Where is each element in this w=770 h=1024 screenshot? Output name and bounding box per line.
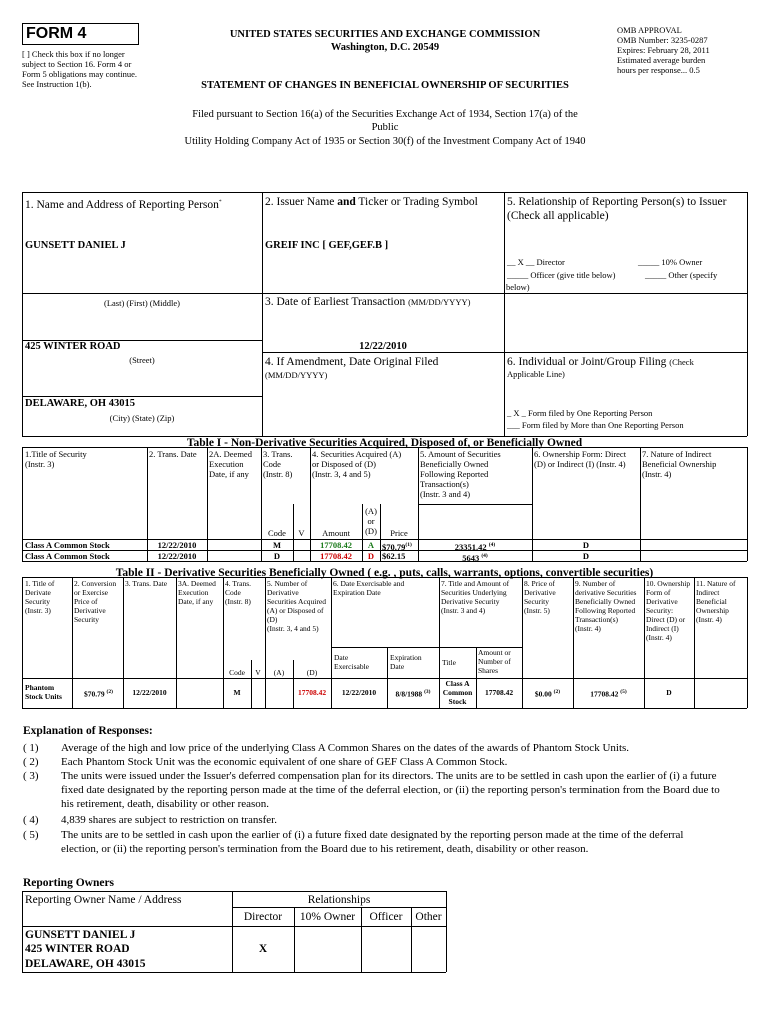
grid-line — [747, 577, 748, 708]
owners-col-director: Director — [243, 911, 283, 923]
reporting-person-name: GUNSETT DANIEL J — [25, 240, 126, 251]
omb-line: OMB Number: 3235-0287 — [617, 35, 708, 45]
t1-row-ad: D — [367, 551, 375, 561]
issuer-name: GREIF INC [ GEF,GEF.B ] — [265, 240, 389, 251]
grid-line — [640, 447, 641, 561]
t2-h-number: 5. Number of Derivative Securities Acquired (A) or Disposed of (D) (Instr. 3, 4 and 5) — [267, 579, 326, 633]
t1-h-ownership: 6. Ownership Form: Direct (D) or Indirect (I) (Instr. 4) — [534, 449, 627, 469]
grid-line — [22, 577, 23, 708]
t1-h-code: 3. Trans. Code (Instr. 8) — [263, 449, 293, 479]
footnote-link[interactable]: (2) — [553, 689, 561, 695]
t1-sub-amount: Amount — [322, 528, 350, 538]
omb-approval — [617, 25, 757, 75]
expiration-value: 8/8/1988 — [395, 689, 423, 699]
footnote-number: ( 5) — [23, 829, 39, 841]
t2-h-date: 3. Trans. Date — [125, 579, 168, 588]
price-value: $70.79 — [382, 541, 406, 552]
grid-line — [694, 577, 695, 708]
t2-sub-amount: Amount or Number of Shares — [478, 648, 511, 675]
grid-line — [22, 192, 747, 193]
t2-row-code: M — [233, 688, 241, 697]
footnote-text: The units were issued under the Issuer's deferred compensation plan for its directors. The units are to be settled in cash upon the earlier of (i) a future fixed date designated by the reporting person made at the time of the deferral election, or (ii) the reporting person's termination from the Board due to his retirement, death, disability or other reason. — [61, 770, 720, 810]
grid-line — [22, 447, 23, 561]
owners-heading: Reporting Owners — [23, 877, 115, 889]
conv-value: $70.79 — [84, 689, 105, 699]
filed-pursuant-1: Filed pursuant to Section 16(a) of the Securities Exchange Act of 1934, Section 17(a) of the — [192, 109, 578, 120]
t2-row-price — [522, 688, 573, 699]
grid-line — [72, 577, 73, 708]
t1-row-owned — [418, 551, 532, 563]
grid-line — [265, 577, 266, 708]
t2-sub-d: (D) — [306, 668, 318, 677]
t2-row-expiration — [387, 688, 439, 699]
t1-row-date: 12/22/2010 — [157, 551, 197, 561]
t1-row-amount: 17708.42 — [320, 551, 352, 561]
agency-line-2: Washington, D.C. 20549 — [330, 42, 440, 53]
box5-below: below) — [506, 282, 530, 292]
owner-name: GUNSETT DANIEL J — [25, 929, 136, 941]
t2-h-deemed: 3A. Deemed Execution Date, if any — [178, 579, 216, 606]
owner-address-2: DELAWARE, OH 43015 — [25, 958, 146, 970]
t1-h-acquired: 4. Securities Acquired (A) or Disposed of (D) (Instr. 3, 4 and 5) — [312, 449, 402, 479]
explanation-item-5 — [23, 828, 723, 856]
earliest-transaction-date: 12/22/2010 — [359, 341, 407, 352]
grid-line — [446, 891, 447, 972]
grid-line — [22, 891, 23, 972]
single-filer-option[interactable]: _ X _ Form filed by One Reporting Person — [507, 408, 653, 418]
t2-h-price: 8. Price of Derivative Security (Instr. 5) — [524, 579, 556, 615]
grid-line — [22, 972, 446, 973]
owned-value: 23351.42 — [454, 541, 487, 552]
checkbox-note: [ ] Check this box if no longer subject to Section 16. Form 4 or Form 5 obligations may continue. See Instruction 1(b). — [22, 49, 137, 89]
t2-h-ownership: 10. Ownership Form of Derivative Security: Direct (D) or Indirect (I) (Instr. 4) — [646, 579, 691, 642]
officer-checkbox[interactable]: _____ Officer (give title below) — [507, 270, 616, 280]
t2-row-underlying-title: Class A Common Stock — [442, 679, 473, 706]
t2-sub-code: Code — [229, 668, 245, 677]
grid-line — [262, 192, 263, 436]
t1-row-date: 12/22/2010 — [157, 540, 197, 550]
ten-percent-owner-checkbox[interactable]: _____ 10% Owner — [638, 257, 703, 267]
t1-h-owned: 5. Amount of Securities Beneficially Owned Following Reported Transaction(s) (Instr. 3 and 4) — [420, 449, 501, 499]
grid-line — [504, 192, 505, 436]
grid-line — [418, 504, 532, 505]
owners-col-name: Reporting Owner Name / Address — [25, 894, 182, 906]
box6-label-small: (Check — [669, 357, 694, 367]
footnote-text: The units are to be settled in cash upon the earlier of (i) a future fixed date designated by the reporting person made at the time of the deferral election, or (ii) the reporting person's termination from the Board due to his retirement, death, disability or other reason. — [61, 829, 684, 855]
explanation-heading: Explanation of Responses: — [23, 725, 153, 737]
grid-line — [747, 192, 748, 436]
box4-label-small: (MM/DD/YYYY) — [265, 370, 328, 380]
t2-h-code: 4. Trans. Code (Instr. 8) — [225, 579, 252, 606]
owners-col-other: Other — [415, 911, 442, 923]
t2-row-conv — [84, 688, 113, 699]
owners-col-owner: 10% Owner — [299, 911, 356, 923]
grid-line — [232, 907, 446, 908]
grid-line — [22, 678, 747, 679]
t1-sub-price: Price — [390, 528, 408, 538]
box3-label-small: (MM/DD/YYYY) — [408, 297, 471, 307]
form-title-box — [22, 23, 139, 45]
price-value: $62.15 — [382, 551, 406, 561]
footnote-text: 4,839 shares are subject to restriction on transfer. — [61, 814, 277, 826]
t1-row-form: D — [582, 540, 590, 550]
footnote-text: Each Phantom Stock Unit was the economic equivalent of one share of GEF Class A Common Stock. — [61, 756, 508, 768]
grid-line — [22, 708, 747, 709]
t1-row-title: Class A Common Stock — [25, 551, 110, 561]
name-caption: (Last) (First) (Middle) — [103, 298, 180, 308]
box6-label-2: Applicable Line) — [507, 369, 565, 379]
owned-value: 17708.42 — [590, 689, 619, 699]
footnote-number: ( 3) — [23, 770, 39, 782]
t2-row-underlying-amount: 17708.42 — [484, 688, 514, 697]
grid-line — [22, 926, 446, 927]
grid-line — [22, 447, 747, 448]
price-value: $0.00 — [534, 689, 552, 699]
agency-line-1: UNITED STATES SECURITIES AND EXCHANGE COMMISSION — [229, 29, 541, 40]
box1-label-text: 1. Name and Address of Reporting Person — [25, 198, 219, 211]
box4-label: 4. If Amendment, Date Original Filed — [265, 356, 439, 368]
t1-row-price — [382, 551, 405, 561]
omb-line: Estimated average burden — [617, 55, 706, 65]
table1-title: Table I - Non-Derivative Securities Acquired, Disposed of, or Beneficially Owned — [186, 437, 583, 449]
grid-line — [22, 192, 23, 436]
t2-h-title: 1. Title of Derivate Security (Instr. 3) — [25, 579, 55, 615]
t2-h-nature: 11. Nature of Indirect Beneficial Ownership (Instr. 4) — [696, 579, 736, 624]
t2-sub-exercisable: Date Exercisable — [334, 653, 369, 671]
reporting-person-city: DELAWARE, OH 43015 — [25, 398, 135, 409]
footnote-link[interactable]: (4) — [481, 553, 488, 559]
t1-row-amount: 17708.42 — [320, 540, 352, 550]
footnote-link[interactable]: (1) — [405, 542, 412, 548]
t1-h-nature: 7. Nature of Indirect Beneficial Ownership (Instr. 4) — [642, 449, 717, 479]
box5-label: 5. Relationship of Reporting Person(s) to Issuer — [507, 196, 727, 208]
explanation-item-4 — [23, 813, 713, 827]
t1-row-form: D — [582, 551, 590, 561]
t1-sub-v: V — [298, 528, 305, 538]
t2-h-exercisable: 6. Date Exercisable and Expiration Date — [333, 579, 405, 597]
t2-sub-a: (A) — [273, 668, 285, 677]
t1-row-code: M — [272, 540, 282, 550]
footnote-link[interactable]: (4) — [488, 542, 496, 548]
t1-sub-ad: (A) or (D) — [365, 506, 377, 536]
box3-label — [265, 295, 470, 309]
owner-address-1: 425 WINTER ROAD — [25, 943, 130, 955]
t1-h-title: 1.Title of Security (Instr. 3) — [25, 449, 87, 469]
t2-row-form: D — [666, 688, 672, 697]
grid-line — [387, 647, 388, 708]
street-caption: (Street) — [129, 355, 155, 365]
footnote-link[interactable]: (3) — [424, 689, 431, 695]
explanation-item-2 — [23, 755, 713, 769]
grid-line — [22, 293, 262, 294]
footnote-number: ( 1) — [23, 742, 39, 754]
box2-label-a: 2. Issuer Name — [265, 196, 338, 208]
omb-line: hours per response... 0.5 — [617, 65, 700, 75]
footnote-number: ( 4) — [23, 814, 39, 826]
grid-line — [476, 647, 477, 708]
box1-label — [25, 195, 222, 212]
grid-line — [22, 396, 262, 397]
box2-label — [265, 195, 478, 209]
t2-row-owned — [573, 688, 644, 699]
omb-line: OMB APPROVAL — [617, 25, 682, 35]
city-caption: (City) (State) (Zip) — [109, 413, 175, 423]
t1-row-code: D — [273, 551, 281, 561]
t1-sub-code: Code — [268, 528, 286, 538]
explanation-item-1 — [23, 741, 713, 755]
footnote-link[interactable]: (5) — [620, 689, 627, 695]
box3-label-text: 3. Date of Earliest Transaction — [265, 296, 406, 308]
footnote-text: Average of the high and low price of the underlying Class A Common Shares on the dates of the awards of Phantom Stock Units. — [61, 742, 630, 754]
t2-sub-expiration: Expiration Date — [390, 653, 422, 671]
box6-label-text: 6. Individual or Joint/Group Filing — [507, 356, 667, 368]
box2-label-c: Ticker or Trading Symbol — [355, 196, 478, 208]
t2-h-underlying: 7. Title and Amount of Securities Underlying Derivative Security (Instr. 3 and 4) — [441, 579, 510, 615]
t1-h-deemed: 2A. Deemed Execution Date, if any — [209, 449, 252, 479]
grid-line — [747, 447, 748, 561]
table2-title: Table II - Derivative Securities Beneficially Owned ( e.g. , puts, calls, warrants, options, convertible securities) — [115, 567, 654, 579]
explanation-item-3 — [23, 769, 735, 811]
group-filer-option[interactable]: ___ Form filed by More than One Reporting Person — [507, 420, 684, 430]
grid-line — [22, 561, 747, 562]
statement-title: STATEMENT OF CHANGES IN BENEFICIAL OWNERSHIP OF SECURITIES — [201, 80, 569, 91]
box1-mark: * — [218, 199, 222, 205]
t2-sub-v: V — [255, 668, 261, 677]
filed-pursuant-3: Utility Holding Company Act of 1935 or Section 30(f) of the Investment Company Act of 1940 — [184, 136, 586, 147]
t1-row-title: Class A Common Stock — [25, 540, 110, 550]
t2-row-exercisable: 12/22/2010 — [341, 688, 377, 697]
box5-label-2: (Check all applicable) — [507, 210, 609, 222]
director-checkbox[interactable]: __ X __ Director — [507, 257, 565, 267]
t2-row-date: 12/22/2010 — [132, 688, 167, 697]
t2-row-title: Phantom Stock Units — [25, 683, 62, 701]
form-title: FORM 4 — [26, 25, 87, 42]
box2-label-b: and — [337, 196, 356, 208]
filed-pursuant-2: Public — [371, 122, 399, 133]
footnote-link[interactable]: (2) — [106, 689, 113, 695]
grid-line — [22, 891, 446, 892]
t2-row-disposed: 17708.42 — [297, 688, 327, 697]
t2-h-conv: 2. Conversion or Exercise Price of Derivative Security — [74, 579, 117, 624]
footnote-number: ( 2) — [23, 756, 39, 768]
reporting-person-street: 425 WINTER ROAD — [25, 341, 121, 352]
box6-label — [507, 355, 694, 369]
t2-h-owned: 9. Number of derivative Securities Beneficially Owned Following Reported Transaction(s) (Instr. 4) — [575, 579, 637, 633]
grid-line — [22, 577, 747, 578]
grid-line — [207, 447, 208, 561]
other-checkbox[interactable]: _____ Other (specify — [645, 270, 718, 280]
owner-director-mark: X — [258, 943, 268, 955]
omb-line: Expires: February 28, 2011 — [617, 45, 710, 55]
t1-row-ad: A — [367, 540, 375, 550]
t2-sub-title: Title — [442, 658, 456, 667]
owners-col-officer: Officer — [369, 911, 403, 923]
owned-value: 5643 — [462, 552, 480, 563]
t1-h-date: 2. Trans. Date — [149, 449, 197, 459]
owners-col-relationships: Relationships — [307, 894, 371, 906]
grid-line — [176, 577, 177, 708]
